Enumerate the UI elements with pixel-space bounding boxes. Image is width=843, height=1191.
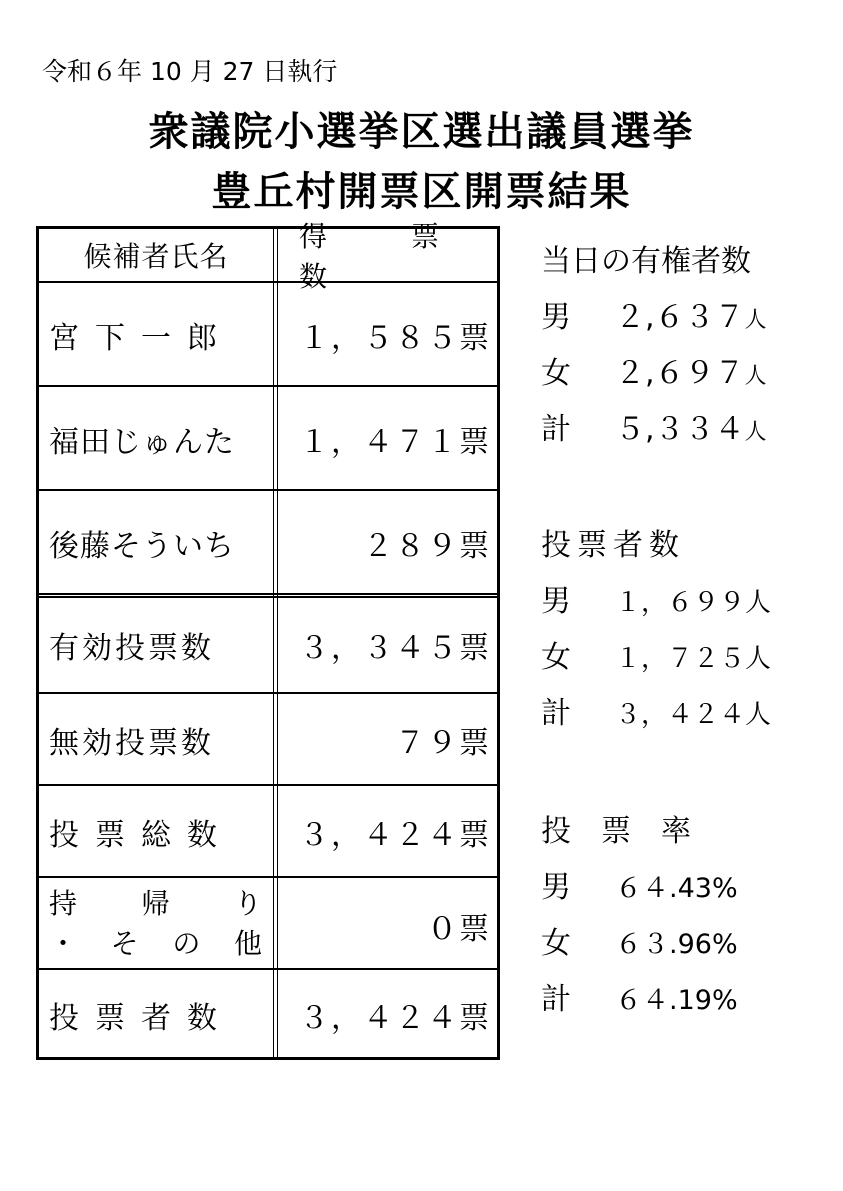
summary-value: ７９票 (395, 726, 491, 761)
summary-label: 投票総数 (49, 818, 233, 853)
candidate-votes: ２８９票 (363, 529, 491, 564)
row-value: ５,３３４ (615, 412, 745, 447)
table-row (39, 692, 497, 786)
row-value: １，６９９人 (615, 588, 772, 618)
candidate-name: 宮下一郎 (49, 321, 233, 356)
header-candidate-name: 候補者氏名 (83, 240, 229, 273)
row-unit: 人 (744, 364, 767, 389)
page-subtitle: 豊丘村開票区開票結果 (211, 169, 632, 215)
row-label: 女 (541, 356, 571, 391)
row-value: ６４.43% (615, 873, 738, 904)
voters-heading: 投票者数 (541, 528, 685, 563)
row-unit: 人 (744, 420, 767, 445)
summary-label-line1: 持 帰 り (49, 887, 265, 920)
turnout-row (541, 974, 738, 1018)
election-date: 令和６年 10 月 27 日執行 (42, 57, 338, 86)
electorate-row (541, 348, 767, 392)
table-row (39, 784, 497, 878)
table-row (39, 593, 497, 692)
row-value: ２,６３７ (615, 300, 745, 335)
table-row (39, 968, 497, 1059)
turnout-row (541, 918, 738, 962)
voters-row (541, 632, 771, 676)
row-label: 計 (541, 696, 571, 731)
results-table (36, 220, 524, 1060)
row-label: 計 (541, 982, 571, 1017)
candidate-votes: １，４７１票 (299, 425, 491, 460)
summary-label: 投票者数 (49, 1000, 233, 1036)
row-unit: 人 (744, 308, 767, 333)
row-label: 男 (541, 870, 571, 905)
candidate-votes: １，５８５票 (299, 321, 491, 356)
voters-row (541, 576, 771, 620)
row-label: 男 (541, 300, 571, 335)
row-value: ６３.96% (615, 929, 738, 960)
row-label: 計 (541, 412, 571, 447)
row-value: １，７２５人 (615, 644, 772, 674)
turnout-row (541, 862, 738, 906)
header-votes: 得 票 数 (299, 220, 524, 293)
summary-label: 無効投票数 (49, 726, 214, 761)
summary-label-line2: ・その他 (49, 927, 265, 960)
table-header-row (39, 220, 524, 293)
voters-row (541, 688, 771, 732)
table-row (39, 385, 497, 491)
summary-value: ０票 (427, 912, 491, 947)
electorate-row (541, 292, 767, 336)
row-value: ２,６９７ (615, 356, 745, 391)
table-row (39, 281, 497, 387)
electorate-row (541, 404, 767, 448)
summary-value: ３，４２４票 (299, 818, 491, 853)
row-label: 男 (541, 584, 571, 619)
page-title: 衆議院小選挙区選出議員選挙 (148, 109, 695, 155)
candidate-name: 福田じゅんた (49, 425, 235, 460)
summary-label: 有効投票数 (49, 631, 214, 666)
row-value: ３，４２４人 (615, 700, 772, 730)
summary-value: ３，３４５票 (299, 631, 491, 666)
table-row (39, 489, 497, 595)
summary-value: ３，４２４票 (299, 1000, 491, 1036)
candidate-name: 後藤そういち (49, 529, 235, 564)
row-value: ６４.19% (615, 985, 738, 1016)
summary-label (39, 878, 273, 970)
electorate-heading: 当日の有権者数 (541, 244, 751, 279)
turnout-heading: 投 票 率 (541, 814, 691, 849)
row-label: 女 (541, 640, 571, 675)
row-label: 女 (541, 926, 571, 961)
table-row (39, 876, 497, 970)
